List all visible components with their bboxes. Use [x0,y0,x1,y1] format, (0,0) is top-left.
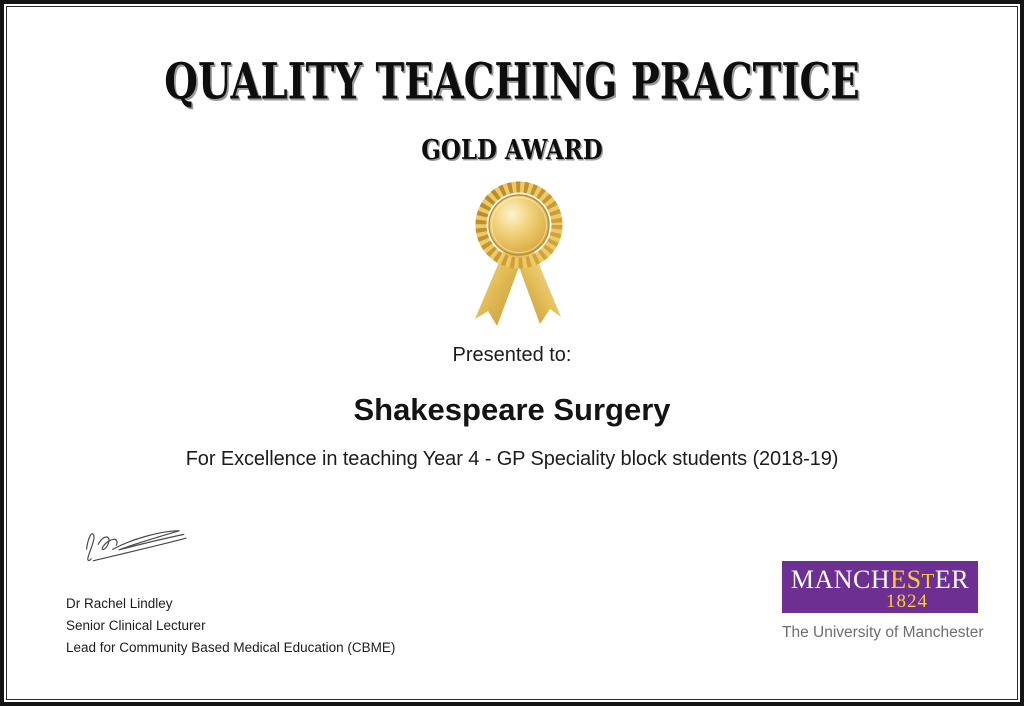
wordmark-suffix: ER [934,565,970,594]
signatory-name: Dr Rachel Lindley [66,596,173,611]
signatory-role: Senior Clinical Lecturer [66,618,206,633]
uom-tagline: The University of Manchester [782,624,984,641]
citation-text: For Excellence in teaching Year 4 - GP Speciality block students (2018-19) [185,448,839,470]
certificate-title: QUALITY TEACHING PRACTICE [164,52,860,111]
handwritten-signature-icon [72,516,192,564]
gold-rosette-ribbon-icon [461,176,577,328]
award-level: GOLD AWARD [421,135,603,166]
wordmark-prefix: MANCH [790,565,891,594]
presented-to-label: Presented to: [452,344,572,366]
wordmark-highlight-es: ES [890,565,922,594]
signatory-position: Lead for Community Based Medical Education (CBME) [66,640,396,655]
wordmark-highlight-t: T [921,569,935,593]
recipient-name: Shakespeare Surgery [353,392,671,427]
university-of-manchester-logo [782,561,984,642]
uom-year: 1824 [886,591,928,612]
signatory-block [66,593,395,659]
uom-logo-box [782,561,978,613]
uom-wordmark [782,565,978,594]
